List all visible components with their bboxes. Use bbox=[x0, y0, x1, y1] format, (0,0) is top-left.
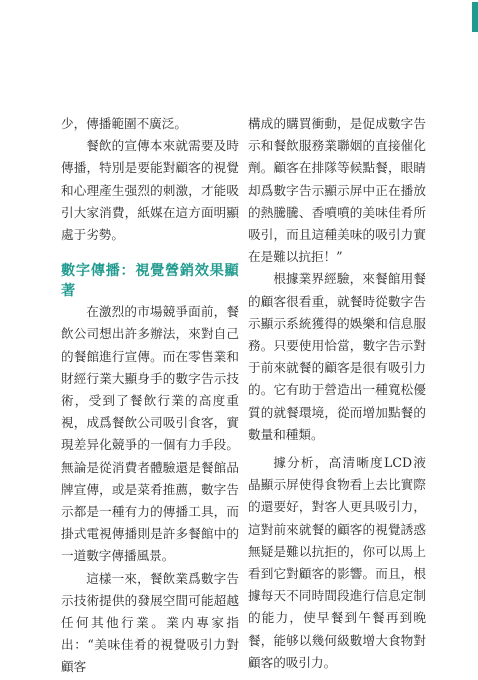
right-paragraph-3: 據分析，高清晰度LCD液晶顯示屏使得食物看上去比實際的還要好，對客人更具吸引力，這對前來就餐的顧客的視覺誘惑無疑是難以抗拒的，你可以馬上看到它對顧客的影響。而且，根據每天不同時間段進行信息定制的能力，使早餐到午餐再到晚餐，能够以幾何級數增大食物對顧客的吸引力。 bbox=[248, 455, 426, 670]
right-column bbox=[248, 113, 426, 674]
left-paragraph-continued: 少，傳播範圍不廣泛。 bbox=[61, 116, 187, 131]
section-heading: 數字傳播：視覺營銷效果顯著 bbox=[61, 263, 239, 300]
right-paragraph-2: 根據業界經驗，來餐館用餐的顧客很看重，就餐時從數字告示顯示系統獲得的娛樂和信息服務。只要使用恰當，數字告示對于前來就餐的顧客是很有吸引力的。它有助于營造出一種寬松優質的就餐環境，從而增加點餐的數量和種類。 bbox=[248, 271, 426, 442]
left-paragraph-2: 餐飲的宣傳本來就需要及時傳播，特別是要能對顧客的視覺和心理產生强烈的刺激，才能吸引大家消費，紙媒在這方面明顯處于劣勢。 bbox=[61, 138, 239, 243]
left-paragraph-4: 這樣一來，餐飲業爲數字告示技術提供的發展空間可能超越任何其他行業。業内專家指出：“美味佳肴的視覺吸引力對顧客 bbox=[61, 570, 239, 675]
left-paragraph-3: 在激烈的市場競爭面前，餐飲公司想出許多辦法，來對自己的餐館進行宣傳。而在零售業和財經行業大顯身手的數字告示技術，受到了餐飲行業的高度重視，成爲餐飲公司吸引食客，實現差异化競爭的一個有力手段。無論是從消費者體驗還是餐館品牌宣傳，或是菜肴推薦，數字告示都是一種有力的傳播工具，而掛式電視傳播則是許多餐館中的一道數字傳播風景。 bbox=[61, 304, 239, 564]
page-corner-tab bbox=[472, 2, 478, 32]
left-column bbox=[61, 113, 239, 679]
right-paragraph-continued: 構成的購買衝動，是促成數字告示和餐飲服務業聯姻的直接催化劑。顧客在排隊等候點餐，眼睛却爲數字告示顯示屏中正在播放的熱騰騰、香噴噴的美味佳肴所吸引，而且這種美味的吸引力實在是難以抗拒！” bbox=[248, 116, 426, 265]
